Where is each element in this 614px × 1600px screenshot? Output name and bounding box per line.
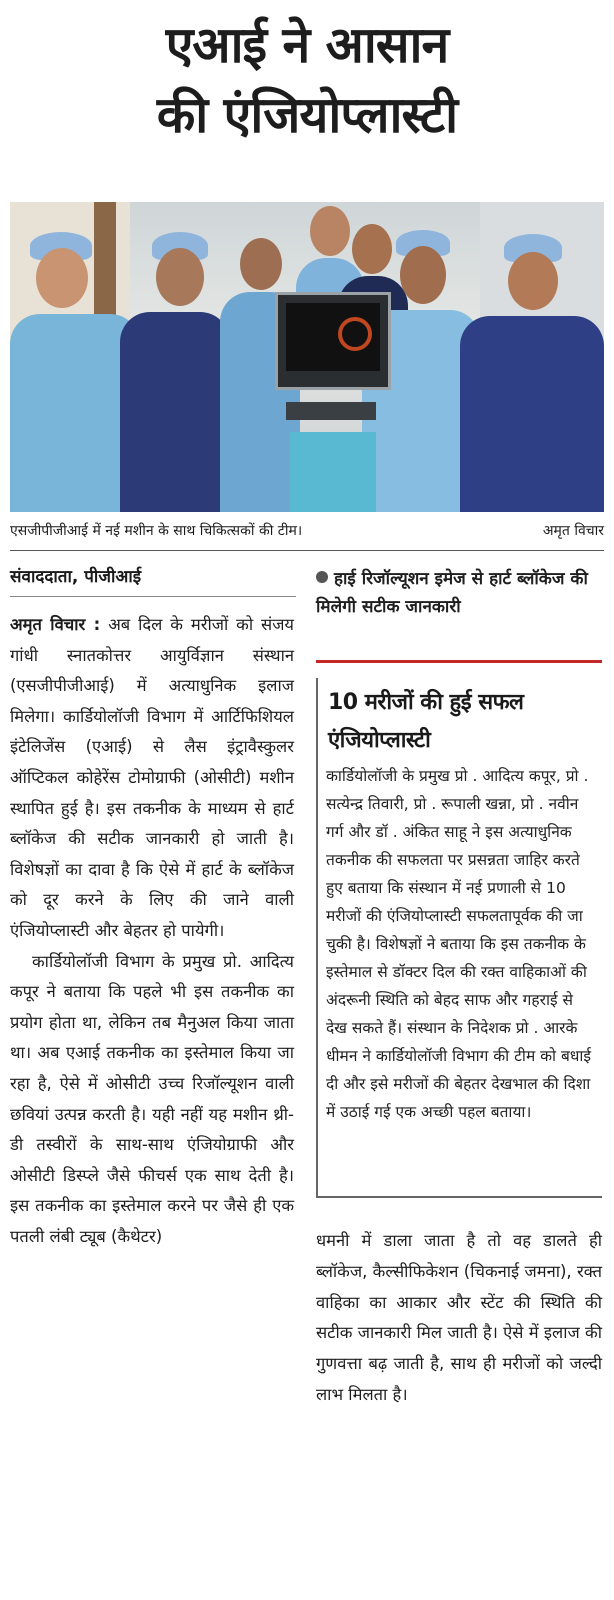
pullquote: [316, 565, 600, 621]
pullquote-text: हाई रिजॉल्यूशन इमेज से हार्ट ब्लॉकेज की मिलेगी सटीक जानकारी: [316, 569, 588, 617]
pullquote-divider: [316, 660, 602, 663]
byline-divider: [10, 596, 296, 597]
article-continuation: [316, 1226, 602, 1411]
divider: [10, 550, 604, 551]
team-photo: [10, 202, 604, 512]
headline: [0, 10, 614, 150]
headline-line-2: की एंजियोप्लास्टी: [156, 86, 458, 144]
photo-caption: एसजीपीजीआई में नई मशीन के साथ चिकित्सकों की टीम।: [10, 523, 303, 539]
article-paragraph-2: कार्डियोलॉजी विभाग के प्रमुख प्रो. आदित्य कपूर ने बताया कि पहले भी इस तकनीक का प्रयोग होता था, लेकिन तब मैनुअल किया जाता था। अब एआई तकनीक का इस्तेमाल किया जा रहा है, ऐसे में ओसीटी उच्च रिजॉल्यूशन वाली छवियां उत्पन्न करती है। यही नहीं यह मशीन थ्री-डी तस्वीरों के साथ-साथ एंजियोग्राफी और ओसीटी डिस्प्ले जैसे फीचर्स एक साथ देती है। इस तकनीक का इस्तेमाल करने पर जैसे ही एक पतली लंबी ट्यूब (कैथेटर): [10, 951, 294, 1246]
article-paragraph-1: [10, 610, 294, 947]
oct-screen: [286, 303, 380, 371]
photo-caption-row: [10, 518, 604, 544]
oct-machine-keyboard: [286, 402, 376, 420]
article-lead-label: अमृत विचार :: [10, 615, 101, 634]
article-para-1-text: अब दिल के मरीजों को संजय गांधी स्नातकोत्तर आयुर्विज्ञान संस्थान (एसजीपीजीआई) में अत्याधुनिक इलाज मिलेगा। कार्डियोलॉजी विभाग में आर्टिफिशियल इंटेलिजेंस (एआई) से लैस इंट्रावैस्कुलर ऑप्टिकल कोहेरेंस टोमोग्राफी (ओसीटी) मशीन स्थापित हुई है। इस तकनीक के माध्यम से हार्ट ब्लॉकेज की सटीक जानकारी हो जाती है। विशेषज्ञों का दावा है कि ऐसे में हार्ट के ब्लॉकेज को दूर करने के लिए की जाने वाली एंजियोप्लास्टी और बेहतर हो पायेगी।: [10, 615, 295, 940]
sidebar-body: कार्डियोलॉजी के प्रमुख प्रो . आदित्य कपूर, प्रो . सत्येन्द्र तिवारी, प्रो . रूपाली खन्ना, प्रो . नवीन गर्ग और डॉ . अंकित साहू ने इस अत्याधुनिक तकनीक की सफलता पर प्रसन्नता जाहिर करते हुए बताया कि संस्थान में नई प्रणाली से 10 मरीजों की एंजियोप्लास्टी सफलतापूर्वक की जा चुकी है। विशेषज्ञों ने बताया कि इस तकनीक के इस्तेमाल से डॉक्टर दिल की रक्त वाहिकाओं की अंदरूनी स्थिति को बेहद साफ और गहराई से देख सकते हैं। संस्थान के निदेशक प्रो . आरके धीमन ने कार्डियोलॉजी विभाग की टीम को बधाई दी और इसे मरीजों की बेहतर देखभाल की दिशा में उठाई गई एक अच्छी पहल बताया।: [326, 767, 591, 1121]
article-column-left: [10, 610, 294, 1252]
byline: संवाददाता, पीजीआई: [10, 567, 142, 587]
oct-machine-cart: [290, 432, 376, 512]
sidebar-box: [316, 678, 602, 1198]
article-continuation-text: धमनी में डाला जाता है तो वह डालते ही ब्लॉकेज, कैल्सीफिकेशन (चिकनाई जमना), रक्त वाहिका का आकार और स्टेंट की स्थिति की सटीक जानकारी मिल जाती है। ऐसे में इलाज की गुणवत्ता बढ़ जाती है, साथ ही मरीजों को जल्दी लाभ मिलता है।: [316, 1231, 602, 1404]
headline-line-1: एआई ने आसान: [165, 16, 449, 74]
bullet-icon: [316, 571, 328, 583]
photo-person-7: [460, 234, 604, 512]
photo-person-2: [120, 232, 230, 512]
sidebar-title: 10 मरीजों की हुई सफल एंजियोप्लास्टी: [328, 690, 524, 753]
photo-credit: अमृत विचार: [542, 523, 604, 539]
oct-vessel-image: [338, 317, 372, 351]
oct-machine-monitor: [275, 292, 391, 390]
